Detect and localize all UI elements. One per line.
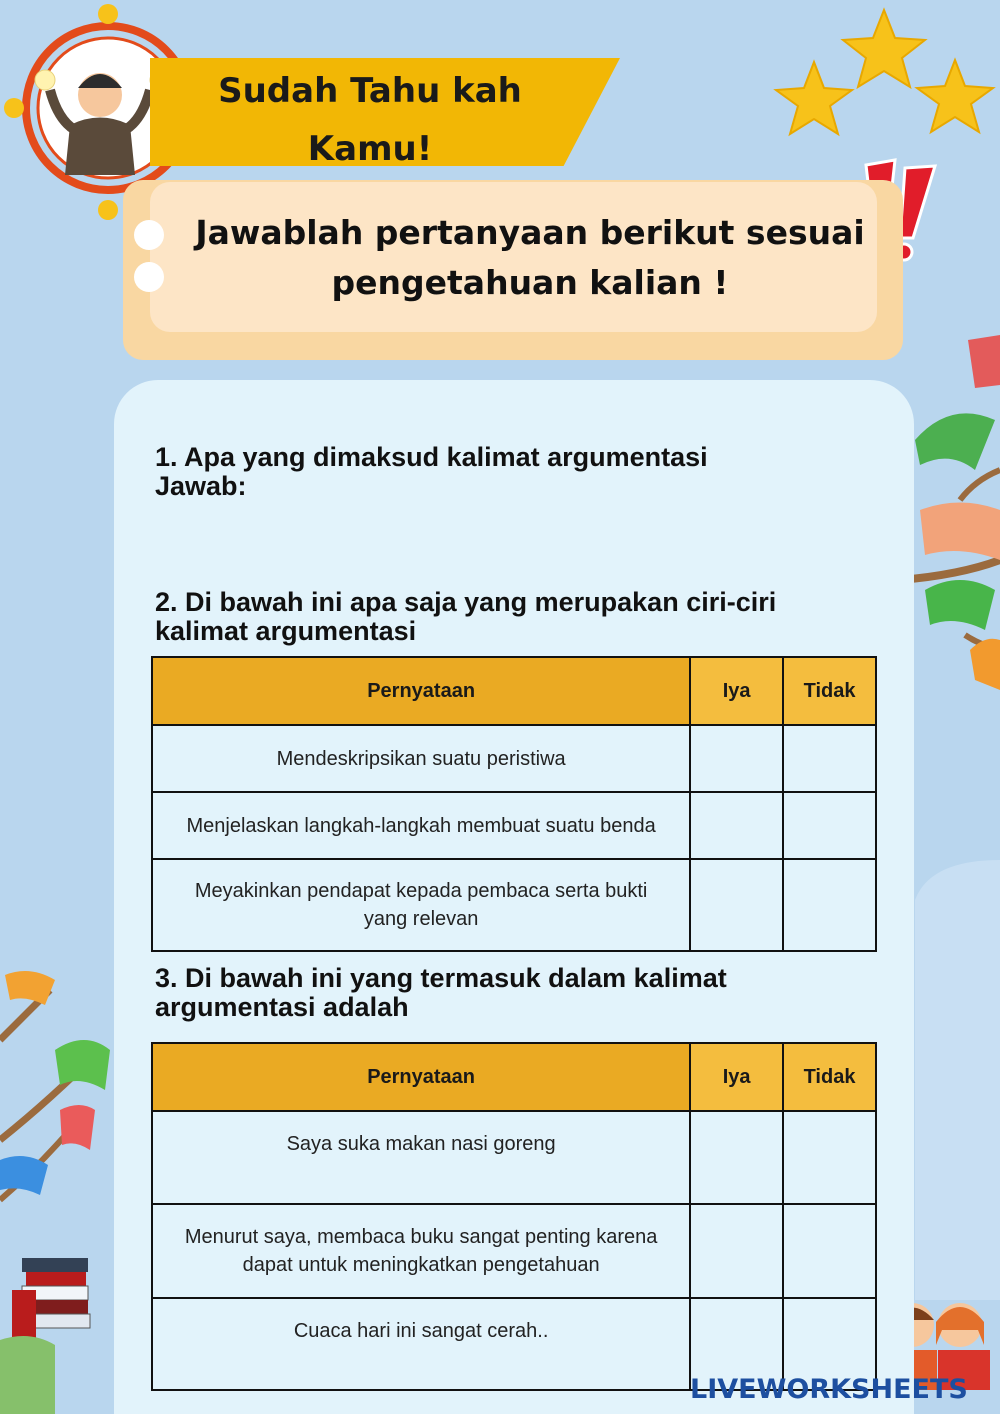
answer-no-cell[interactable] [783,725,876,792]
answer-no-cell[interactable] [783,1204,876,1298]
statement-text-line1: Meyakinkan pendapat kepada pembaca serta bukti [194,880,648,902]
statement-cell [152,859,690,951]
header-yes: Iya [690,657,783,725]
header-no: Tidak [783,1043,876,1111]
question-1 [155,443,855,501]
statement-text-line2: dapat untuk meningkatkan pengetahuan [242,1254,600,1276]
question-2-line2: kalimat argumentasi [155,616,417,646]
instruction-line1: Jawablah pertanyaan berikut sesuai [195,213,865,252]
table-row [152,1111,876,1204]
answer-label: Jawab: [155,471,247,501]
question-3 [155,964,855,1022]
table-row [152,725,876,792]
page-title-line1: Sudah Tahu kah [218,71,522,111]
page-title-line2: Kamu! [307,129,433,169]
header-yes: Iya [690,1043,783,1111]
question-1-text: 1. Apa yang dimaksud kalimat argumentasi [155,442,708,472]
table-row [152,1204,876,1298]
statement-cell [152,1111,690,1204]
liveworksheets-logo: LIVEWORKSHEETS [690,1374,968,1405]
answer-no-cell[interactable] [783,859,876,951]
table-header-row [152,1043,876,1111]
answer-no-cell[interactable] [783,792,876,859]
question-2-line1: 2. Di bawah ini apa saja yang merupakan ciri-ciri [155,587,777,617]
instruction-line2: pengetahuan kalian ! [331,263,729,302]
answer-yes-cell[interactable] [690,725,783,792]
question-3-line1: 3. Di bawah ini yang termasuk dalam kalimat [155,963,727,993]
cloud-shape [915,860,1000,1300]
stars-icon [776,10,993,134]
answer-yes-cell[interactable] [690,1111,783,1204]
card-dot [134,262,164,292]
table-row [152,859,876,951]
answer-yes-cell[interactable] [690,1204,783,1298]
table-header-row [152,657,876,725]
question-2 [155,588,855,646]
answer-yes-cell[interactable] [690,859,783,951]
left-tree-icon [0,971,110,1414]
statement-table-1 [151,656,877,952]
statement-text-line1: Menurut saya, membaca buku sangat penting karena [184,1226,658,1248]
statement-table-2 [151,1042,877,1391]
statement-cell [152,1298,690,1390]
statement-text: Saya suka makan nasi goreng [286,1133,556,1155]
statement-cell [152,725,690,792]
question-3-line2: argumentasi adalah [155,992,409,1022]
instruction-text [190,208,870,308]
statement-text: Cuaca hari ini sangat cerah.. [293,1320,549,1342]
table-row [152,792,876,859]
card-dot [134,220,164,250]
statement-text: Mendeskripsikan suatu peristiwa [276,747,566,770]
header-statement: Pernyataan [152,1043,690,1111]
statement-cell [152,792,690,859]
statement-text: Menjelaskan langkah-langkah membuat suatu benda [186,814,656,837]
answer-no-cell[interactable] [783,1111,876,1204]
statement-cell [152,1204,690,1298]
answer-yes-cell[interactable] [690,792,783,859]
header-statement: Pernyataan [152,657,690,725]
statement-text-line2: yang relevan [363,908,479,930]
page-title [205,62,535,178]
header-no: Tidak [783,657,876,725]
